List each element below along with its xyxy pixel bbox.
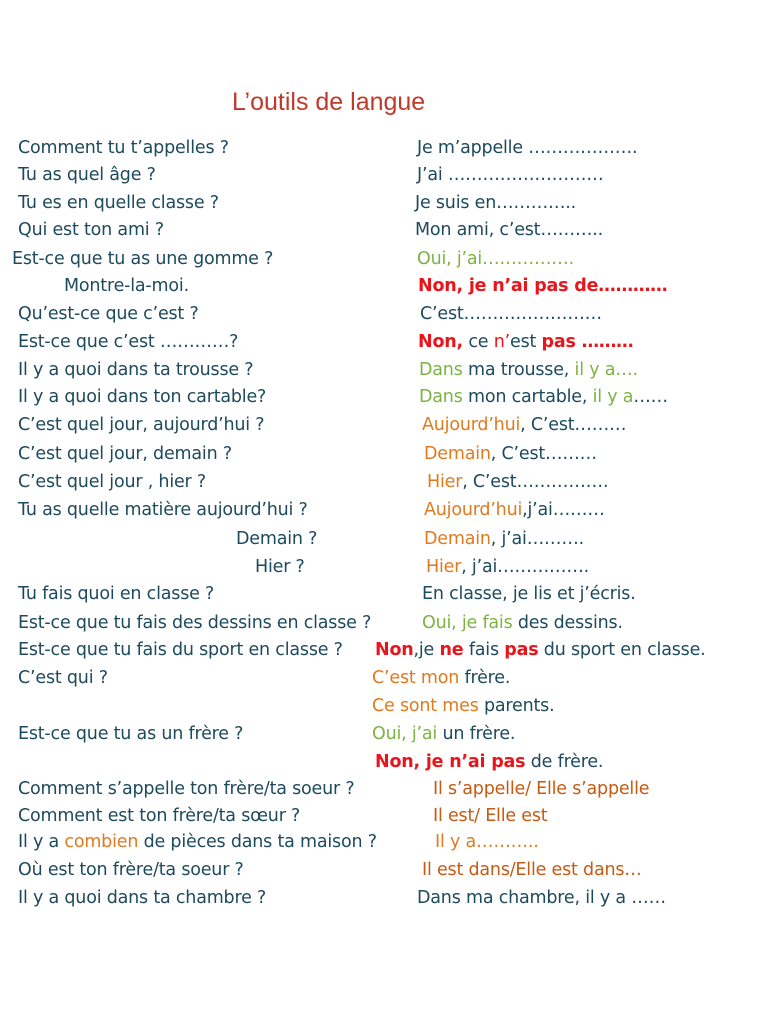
answer-part: , C’est……………. (462, 472, 609, 492)
answer-part: Aujourd’hui (424, 500, 523, 520)
answer-part: , C’est……… (520, 415, 627, 435)
question-age: Tu as quel âge ? (18, 165, 156, 185)
question-friend: Qui est ton ami ? (18, 220, 164, 240)
answer-part: Dans (419, 387, 463, 407)
answer-eraser-yes: Oui, j’ai……………. (417, 249, 574, 269)
answer-brother-no (375, 752, 603, 772)
answer-part: Oui, je fais (422, 613, 513, 633)
answer-what-is-it: C’est…………………… (420, 304, 602, 324)
answer-who-is-it (372, 668, 510, 688)
answer-part: est (510, 332, 537, 352)
question-name: Comment tu t’appelles ? (18, 138, 229, 158)
answer-part: ,je (413, 640, 435, 660)
question-class-activity: Tu fais quoi en classe ? (18, 584, 215, 604)
answer-part: , j’ai……………. (461, 557, 589, 577)
answer-subject-tomorrow (424, 529, 584, 549)
answer-part: ,j’ai……… (522, 500, 605, 520)
answer-part: Non, je n’ai pas (375, 752, 526, 772)
question-show-me: Montre-la-moi. (64, 276, 189, 296)
answer-part: Ce sont mes (372, 696, 479, 716)
answer-part: …… (633, 387, 668, 407)
answer-part: Non (375, 640, 414, 660)
question-brother: Est-ce que tu as un frère ? (18, 724, 244, 744)
question-bedroom: Il y a quoi dans ta chambre ? (18, 888, 267, 908)
question-day-tomorrow: C’est quel jour, demain ? (18, 444, 232, 464)
question-sibling-location: Où est ton frère/ta soeur ? (18, 860, 244, 880)
answer-day-tomorrow (424, 444, 597, 464)
answer-part: il y a (592, 387, 634, 407)
question-subject-today: Tu as quelle matière aujourd’hui ? (18, 500, 308, 520)
answer-sibling-name: Il s’appelle/ Elle s’appelle (433, 779, 650, 799)
answer-part: n’ (493, 332, 510, 352)
question-day-today: C’est quel jour, aujourd’hui ? (18, 415, 265, 435)
answer-part: du sport en classe. (543, 640, 706, 660)
answer-part: Dans (419, 360, 463, 380)
answer-part: fais (468, 640, 499, 660)
page-title: L’outils de langue (232, 88, 426, 116)
question-what-is-it: Qu’est-ce que c’est ? (18, 304, 199, 324)
answer-pencil-case (419, 360, 638, 380)
answer-part: C’est mon (372, 668, 460, 688)
answer-part: un frère. (442, 724, 516, 744)
answer-part: Demain (424, 529, 491, 549)
answer-rooms: Il y a……….. (435, 832, 539, 852)
answer-brother-yes (372, 724, 515, 744)
answer-subject-yesterday (426, 557, 589, 577)
answer-part: frère. (464, 668, 511, 688)
answer-part: ne (439, 640, 464, 660)
question-is-it: Est-ce que c’est …………? (18, 332, 239, 352)
question-rooms-keyword: combien (64, 832, 139, 852)
answer-class: Je suis en………….. (415, 193, 577, 213)
answer-part: des dessins. (517, 613, 623, 633)
answer-part: Aujourd’hui (422, 415, 521, 435)
question-eraser: Est-ce que tu as une gomme ? (12, 249, 274, 269)
answer-day-today (422, 415, 626, 435)
question-rooms-part: de pièces dans ta maison ? (143, 832, 377, 852)
answer-part: mon cartable, (467, 387, 588, 407)
answer-class-activity: En classe, je lis et j’écris. (422, 584, 636, 604)
answer-sibling-location: Il est dans/Elle est dans… (422, 860, 642, 880)
answer-bedroom: Dans ma chambre, il y a …… (417, 888, 666, 908)
answer-sport (375, 640, 706, 660)
answer-part: Hier (427, 472, 463, 492)
question-sibling-name: Comment s’appelle ton frère/ta soeur ? (18, 779, 355, 799)
answer-friend: Mon ami, c’est……….. (415, 220, 603, 240)
answer-part: Oui, j’ai (372, 724, 438, 744)
answer-part: Hier (426, 557, 462, 577)
answer-part: Non, (418, 332, 463, 352)
answer-drawings (422, 613, 623, 633)
question-day-yesterday: C’est quel jour , hier ? (18, 472, 206, 492)
answer-part: de frère. (530, 752, 604, 772)
answer-sibling-description: Il est/ Elle est (433, 806, 548, 826)
answer-part: parents. (484, 696, 555, 716)
answer-who-is-it-plural (372, 696, 554, 716)
answer-is-it (418, 332, 633, 352)
question-drawings: Est-ce que tu fais des dessins en classe ? (18, 613, 372, 633)
question-class: Tu es en quelle classe ? (18, 193, 219, 213)
question-schoolbag: Il y a quoi dans ton cartable? (18, 387, 267, 407)
answer-part: , j’ai………. (490, 529, 584, 549)
answer-part: il y a…. (574, 360, 638, 380)
answer-subject-today (424, 500, 605, 520)
question-subject-yesterday: Hier ? (255, 557, 305, 577)
answer-part: Demain (424, 444, 491, 464)
answer-part: , C’est……… (490, 444, 597, 464)
answer-part: ce (468, 332, 489, 352)
question-sibling-description: Comment est ton frère/ta sœur ? (18, 806, 301, 826)
answer-eraser-no: Non, je n’ai pas de………… (418, 276, 668, 296)
question-who-is-it: C’est qui ? (18, 668, 108, 688)
answer-part: pas ……… (541, 332, 634, 352)
question-rooms (18, 832, 377, 852)
question-subject-tomorrow: Demain ? (236, 529, 318, 549)
answer-age: J’ai ……………………… (417, 165, 604, 185)
answer-part: pas (504, 640, 539, 660)
question-rooms-part: Il y a (18, 832, 60, 852)
answer-part: ma trousse, (467, 360, 570, 380)
answer-name: Je m’appelle ………………. (417, 138, 638, 158)
question-pencil-case: Il y a quoi dans ta trousse ? (18, 360, 254, 380)
question-sport: Est-ce que tu fais du sport en classe ? (18, 640, 343, 660)
answer-schoolbag (419, 387, 668, 407)
answer-day-yesterday (427, 472, 608, 492)
